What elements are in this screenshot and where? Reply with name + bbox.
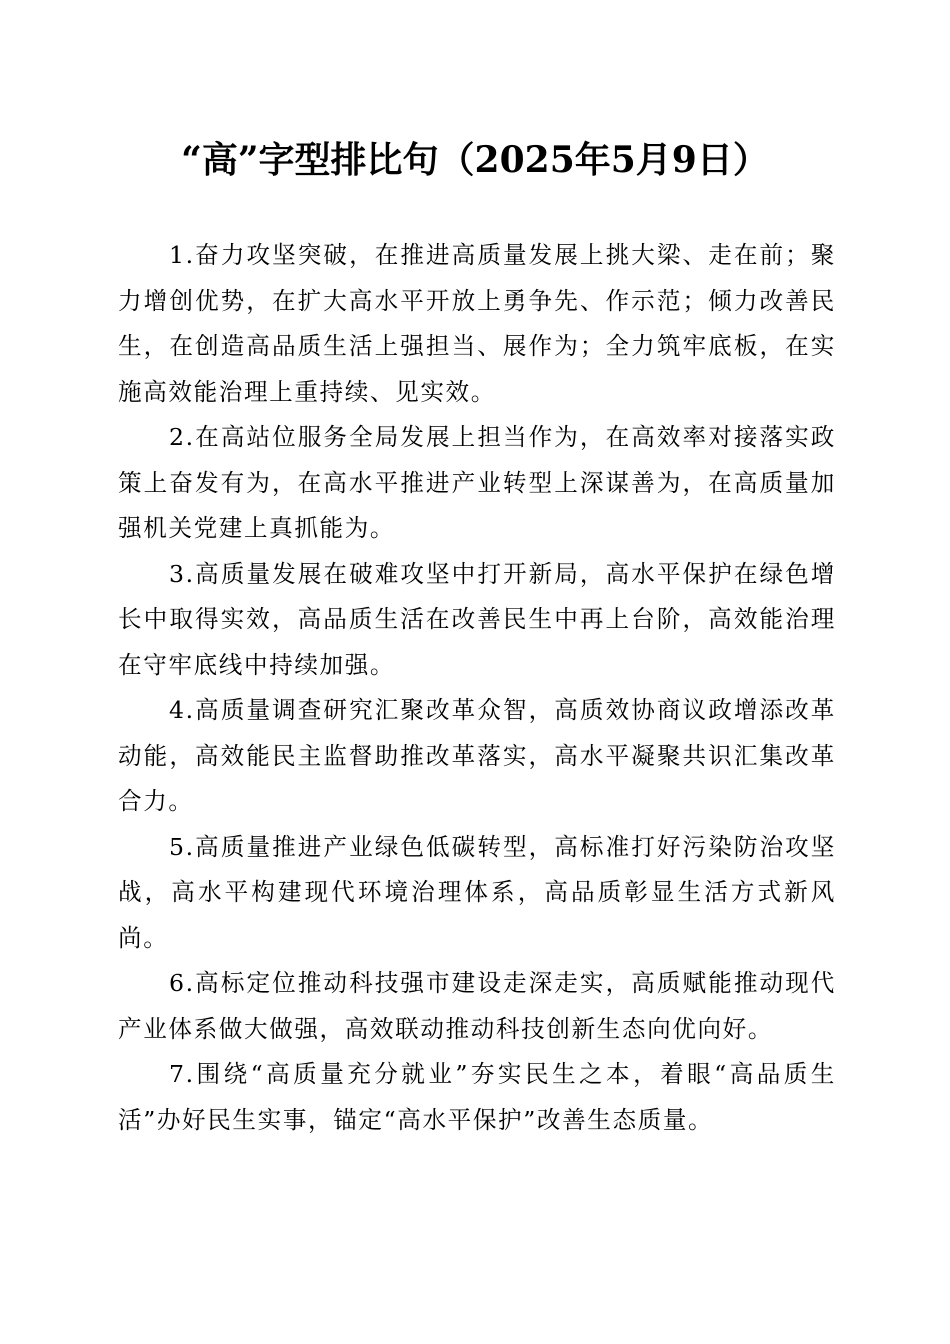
document-title: “高”字型排比句（2025年5月9日） [181,139,769,181]
paragraph-7: 7.围绕“高质量充分就业”夯实民生之本，着眼“高品质生活”办好民生实事，锚定“高水平保护”改善生态质量。 [118,1060,836,1134]
paragraph-6: 6.高标定位推动科技强市建设走深走实，高质赋能推动现代产业体系做大做强，高效联动推动科技创新生态向优向好。 [118,969,836,1043]
document-body [118,233,836,1143]
paragraph-4: 4.高质量调查研究汇聚改革众智，高质效协商议政增添改革动能，高效能民主监督助推改革落实，高水平凝聚共识汇集改革合力。 [118,696,836,815]
paragraph-2: 2.在高站位服务全局发展上担当作为，在高效率对接落实政策上奋发有为，在高水平推进产业转型上深谋善为，在高质量加强机关党建上真抓能为。 [118,423,836,542]
paragraph-3: 3.高质量发展在破难攻坚中打开新局，高水平保护在绿色增长中取得实效，高品质生活在改善民生中再上台阶，高效能治理在守牢底线中持续加强。 [118,559,836,679]
paragraph-5: 5.高质量推进产业绿色低碳转型，高标准打好污染防治攻坚战，高水平构建现代环境治理体系，高品质彰显生活方式新风尚。 [118,832,836,952]
paragraph-1: 1.奋力攻坚突破，在推进高质量发展上挑大梁、走在前；聚力增创优势，在扩大高水平开放上勇争先、作示范；倾力改善民生，在创造高品质生活上强担当、展作为；全力筑牢底板，在实施高效能治理上重持续、见实效。 [118,241,836,406]
